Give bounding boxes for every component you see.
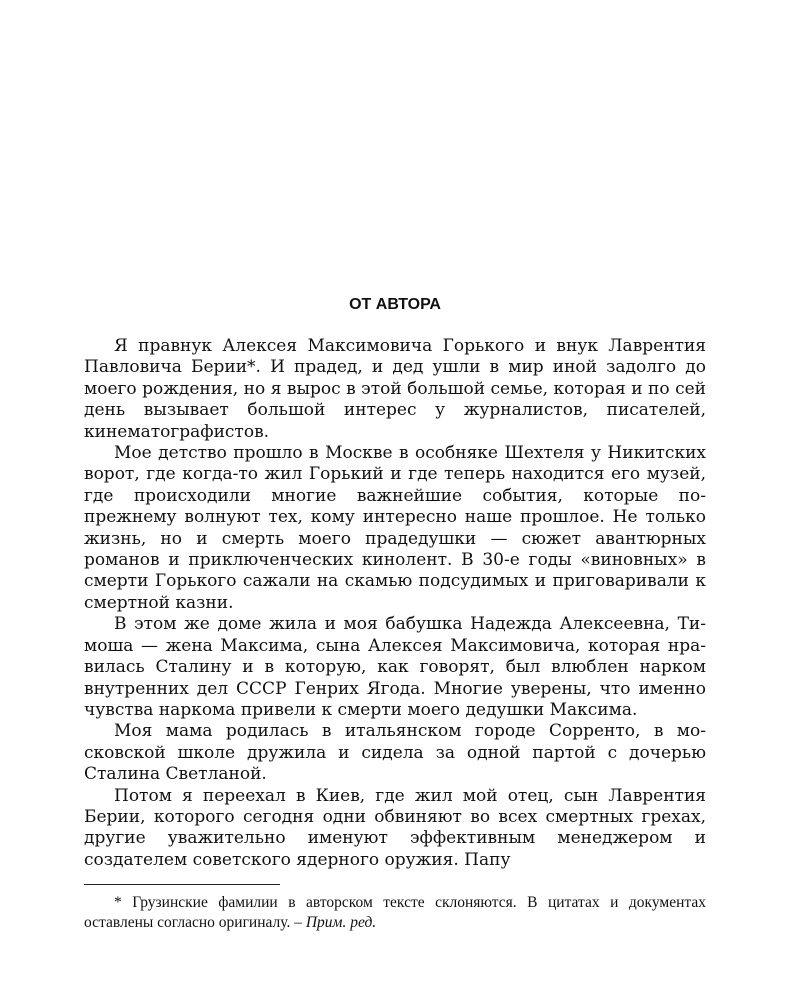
paragraph-2: Мое детство прошло в Москве в особняке Шехтеля у Никитских ворот, где когда-то жил Горький и где теперь находится его музей, где происходили многие важнейшие события, которые по-прежнему волнуют тех, кому интересно наше прошлое. Не только жизнь, но и смерть моего прадедушки — сюжет авантюрных романов и приключенческих кинолент. В 30-е годы «виновных» в смерти Горького сажали на скамью подсудимых и приговаривали к смертной казни. (84, 443, 706, 613)
footnote (84, 893, 706, 933)
paragraph-3: В этом же доме жила и моя бабушка Надежда Алексеевна, Тимоша — жена Максима, сына Алексея Максимовича, которая нравилась Сталину и в которую, как говорят, был влюблен нарком внутренних дел СССР Генрих Ягода. Многие уверены, что именно чувства наркома привели к смерти моего дедушки Максима. (84, 614, 706, 720)
paragraph-1: Я правнук Алексея Максимовича Горького и внук Лаврентия Павловича Берии*. И прадед, и дед ушли в мир иной задолго до моего рождения, но я вырос в этой большой семье, которая и по сей день вызывает большой интерес у журналистов, писателей, кинематографистов. (84, 336, 706, 442)
paragraph-4: Моя мама родилась в итальянском городе Сорренто, в московской школе дружила и сидела за одной партой с дочерью Сталина Светланой. (84, 721, 706, 785)
footnote-text: * Грузинские фамилии в авторском тексте склоняются. В цитатах и документах оставлены согласно оригиналу. – (84, 894, 706, 931)
chapter-heading: ОТ АВТОРА (349, 296, 441, 313)
footnote-editor-note: Прим. ред. (305, 914, 377, 931)
paragraph-5: Потом я переехал в Киев, где жил мой отец, сын Лаврентия Берии, которого сегодня одни обвиняют во всех смертных грехах, другие уважительно именуют эффективным менеджером и создателем советского ядерного оружия. Папу (84, 785, 706, 870)
footnote-divider (84, 884, 280, 885)
body-text (84, 336, 706, 871)
